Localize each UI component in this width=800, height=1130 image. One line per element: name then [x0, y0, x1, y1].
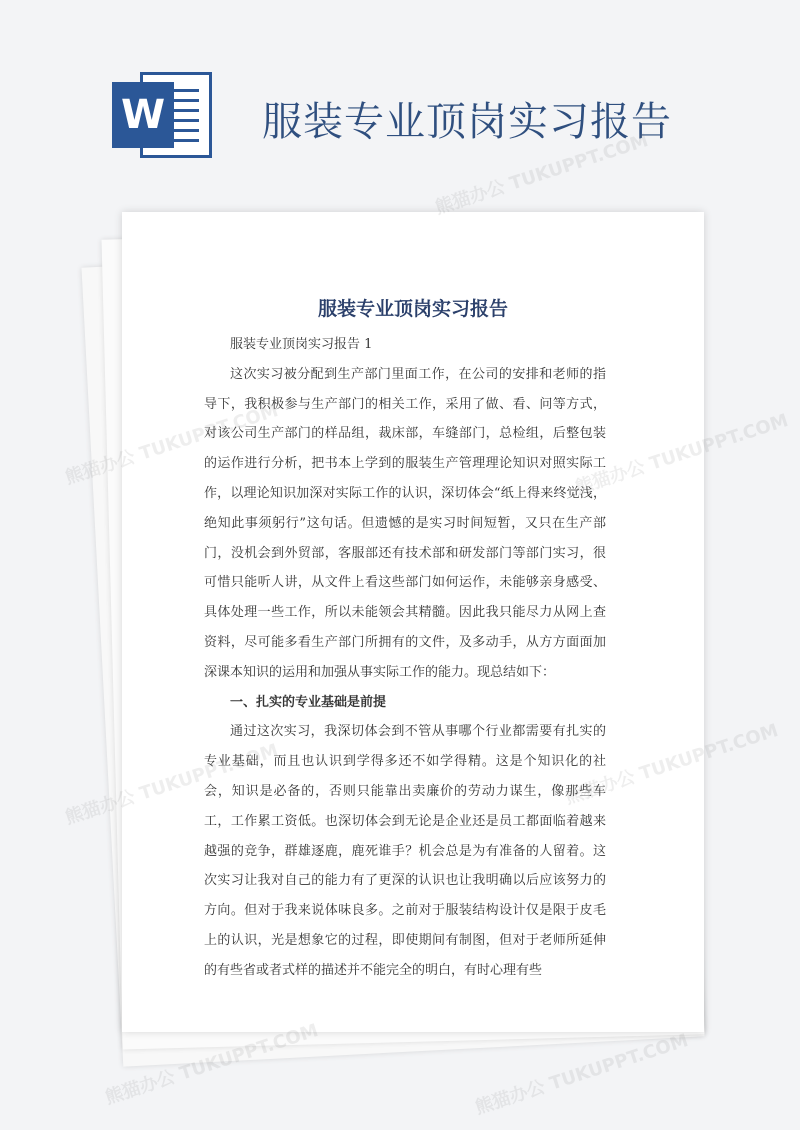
watermark: 熊猫办公 TUKUPPT.COM	[432, 130, 651, 219]
paragraph-2: 通过这次实习，我深切体会到不管从事哪个行业都需要有扎实的专业基础，而且也认识到学得多还不如学得精。这是个知识化的社会，知识是必备的，否则只能靠出卖廉价的劳动力谋生，像那些车工，工作累工资低。也深切体会到无论是企业还是员工都面临着越来越强的竞争，群雄逐鹿，鹿死谁手？机会总是为有准备的人留着。这次实习让我对自己的能力有了更深的认识也让我明确以后应该努力的方向。但对于我来说体味良多。之前对于服装结构设计仅是限于皮毛上的认识，光是想象它的过程，即使期间有制图，但对于老师所延伸的有些省或者式样的描述并不能完全的明白，有时心理有些	[204, 724, 606, 978]
watermark: TUKUPPT.COM	[637, 720, 781, 785]
watermark: TUKUPPT.COM	[647, 410, 791, 475]
watermark: 熊猫办公 TUKUPPT.COM	[102, 1020, 321, 1109]
header-banner	[0, 0, 800, 200]
document-page	[122, 212, 704, 1032]
word-logo-letter: W	[112, 82, 174, 148]
paragraph-1: 这次实习被分配到生产部门里面工作，在公司的安排和老师的指导下，我积极参与生产部门的相关工作，采用了做、看、问等方式，对该公司生产部门的样品组，裁床部，车缝部门，总检组，后整包装的运作进行分析，把书本上学到的服装生产管理理论知识对照实际工作，以理论知识加深对实际工作的认识，深切体会“纸上得来终觉浅，绝知此事须躬行”这句话。但遗憾的是实习时间短暂，又只在生产部门，没机会到外贸部，客服部还有技术部和研发部门等部门实习，很可惜只能听人讲，从文件上看这些部门如何运作，未能够亲身感受、具体处理一些工作，所以未能领会其精髓。因此我只能尽力从网上查资料，尽可能多看生产部门所拥有的文件，及多动手，从方方面面加深课本知识的运用和加强从事实际工作的能力。现总结如下：	[204, 366, 606, 680]
document-body	[204, 330, 606, 986]
section-heading: 一、扎实的专业基础是前提	[230, 694, 387, 710]
watermark: 熊猫办公	[62, 786, 138, 829]
word-document-icon	[112, 72, 212, 158]
watermark: 熊猫办公 TUKUPPT.COM	[472, 1030, 691, 1119]
document-subtitle: 服装专业顶岗实习报告 1	[230, 337, 373, 352]
banner-title: 服装专业顶岗实习报告	[262, 99, 672, 145]
document-title: 服装专业顶岗实习报告	[317, 298, 508, 320]
